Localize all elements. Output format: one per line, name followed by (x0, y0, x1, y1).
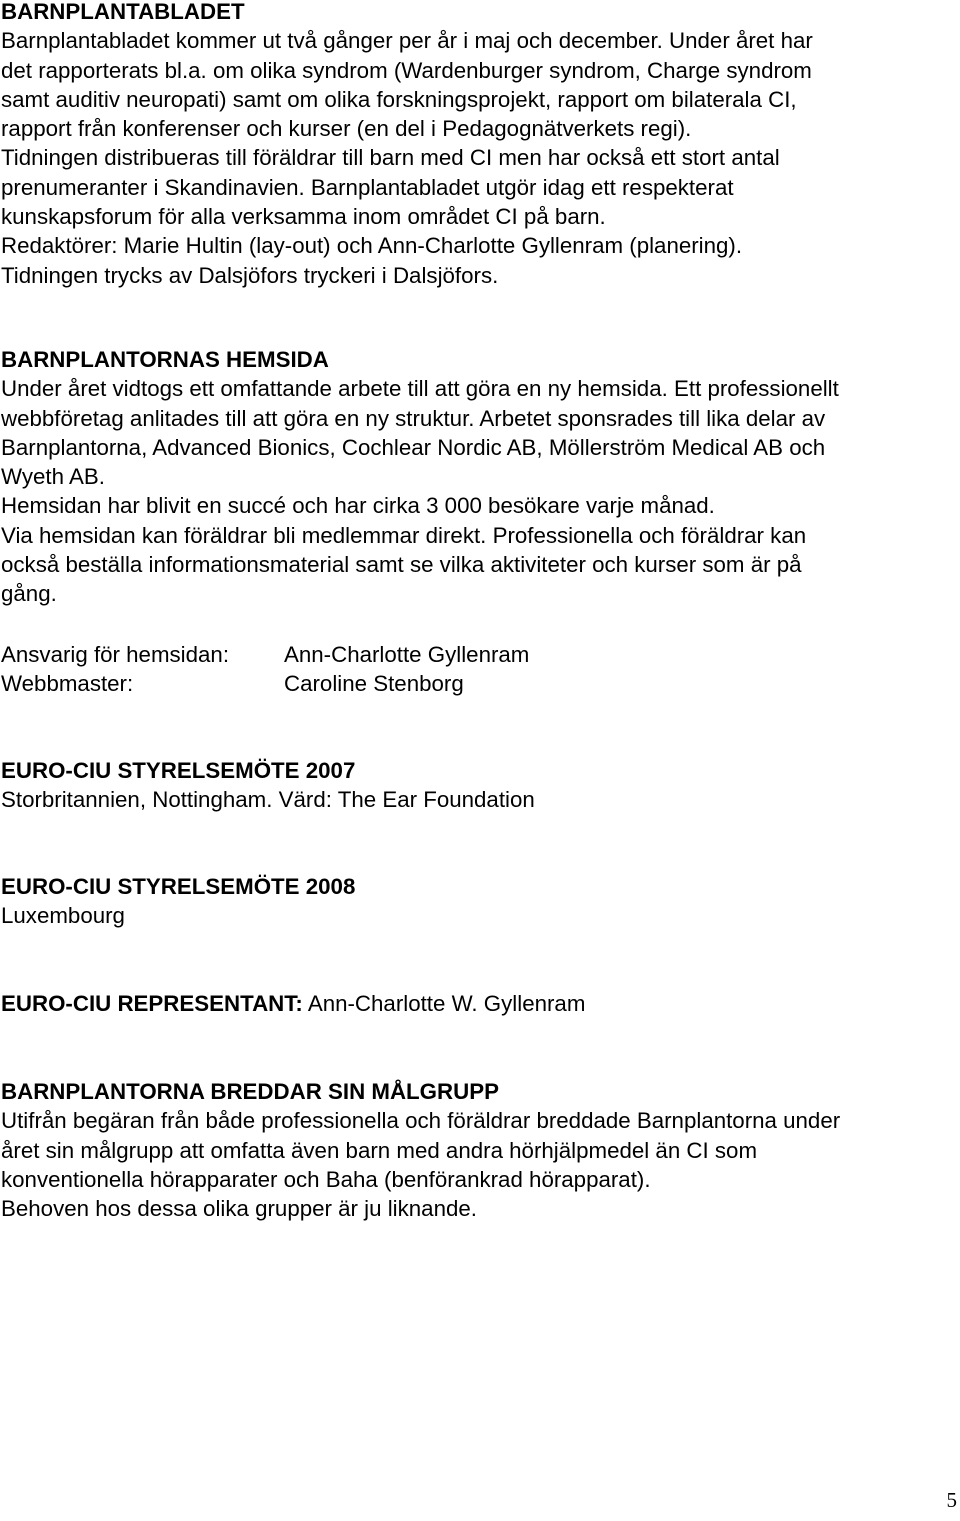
paragraph-line: Wyeth AB. (1, 464, 105, 490)
paragraph-line: Storbritannien, Nottingham. Värd: The Ear Foundation (1, 787, 535, 813)
section-heading: EURO-CIU STYRELSEMÖTE 2008 (1, 874, 356, 899)
paragraph-line: Behoven hos dessa olika grupper är ju liknande. (1, 1196, 477, 1222)
paragraph-line: Tidningen trycks av Dalsjöfors tryckeri i Dalsjöfors. (1, 262, 499, 288)
responsible-value: Caroline Stenborg (284, 671, 464, 697)
paragraph-line: Barnplantabladet kommer ut två gånger per år i maj och december. Under året har (1, 28, 813, 54)
paragraph-line: prenumeranter i Skandinavien. Barnplantabladet utgör idag ett respekterat (1, 174, 734, 200)
page-number: 5 (946, 1488, 957, 1512)
section-barnplantabladet (1, 0, 959, 290)
paragraph-line: också beställa informationsmaterial samt se vilka aktiviteter och kurser som är på (1, 552, 802, 578)
paragraph-line: Redaktörer: Marie Hultin (lay-out) och Ann-Charlotte Gyllenram (planering). (1, 233, 743, 259)
paragraph-line: rapport från konferenser och kurser (en del i Pedagognätverkets regi). (1, 116, 692, 142)
representant-name: Ann-Charlotte W. Gyllenram (302, 991, 586, 1016)
paragraph-line: Barnplantorna, Advanced Bionics, Cochlear Nordic AB, Möllerström Medical AB och (1, 434, 826, 460)
section-euro-2008 (1, 872, 959, 931)
responsible-value: Ann-Charlotte Gyllenram (284, 642, 530, 667)
paragraph-line: samt auditiv neuropati) samt om olika forskningsprojekt, rapport om bilaterala CI, (1, 86, 797, 112)
paragraph-line: Via hemsidan kan föräldrar bli medlemmar direkt. Professionella och föräldrar kan (1, 522, 807, 548)
section-heading: BARNPLANTORNAS HEMSIDA (1, 347, 329, 372)
section-euro-2007 (1, 756, 959, 815)
section-hemsida (1, 345, 959, 609)
section-malgrupp (1, 1077, 959, 1223)
responsible-label: Ansvarig för hemsidan: (1, 642, 230, 667)
responsible-label: Webbmaster: (1, 671, 134, 697)
paragraph-line: Under året vidtogs ett omfattande arbete till att göra en ny hemsida. Ett professionellt (1, 376, 839, 402)
paragraph-line: kunskapsforum för alla verksamma inom området CI på barn. (1, 204, 606, 230)
paragraph-line: Tidningen distribueras till föräldrar till barn med CI men har också ett stort antal (1, 145, 780, 171)
paragraph-line: gång. (1, 581, 57, 607)
section-heading: BARNPLANTORNA BREDDAR SIN MÅLGRUPP (1, 1079, 499, 1104)
section-heading: EURO-CIU STYRELSEMÖTE 2007 (1, 758, 356, 783)
representant-line (1, 989, 959, 1018)
section-representant (1, 989, 959, 1018)
responsible-row (1, 640, 959, 669)
paragraph-line: webbföretag anlitades till att göra en ny struktur. Arbetet sponsrades till lika delar av (1, 405, 826, 431)
responsible-list (1, 640, 959, 699)
section-heading: EURO-CIU REPRESENTANT: (1, 991, 303, 1016)
paragraph-line: Luxembourg (1, 903, 125, 929)
responsible-row (1, 669, 959, 698)
paragraph-line: konventionella hörapparater och Baha (benförankrad hörapparat). (1, 1166, 651, 1192)
paragraph-line: året sin målgrupp att omfatta även barn med andra hörhjälpmedel än CI som (1, 1137, 758, 1163)
paragraph-line: Utifrån begäran från både professionella och föräldrar breddade Barnplantorna under (1, 1108, 841, 1134)
paragraph-line: Hemsidan har blivit en succé och har cirka 3 000 besökare varje månad. (1, 493, 715, 519)
section-heading: BARNPLANTABLADET (1, 0, 245, 24)
paragraph-line: det rapporterats bl.a. om olika syndrom (Wardenburger syndrom, Charge syndrom (1, 57, 812, 83)
